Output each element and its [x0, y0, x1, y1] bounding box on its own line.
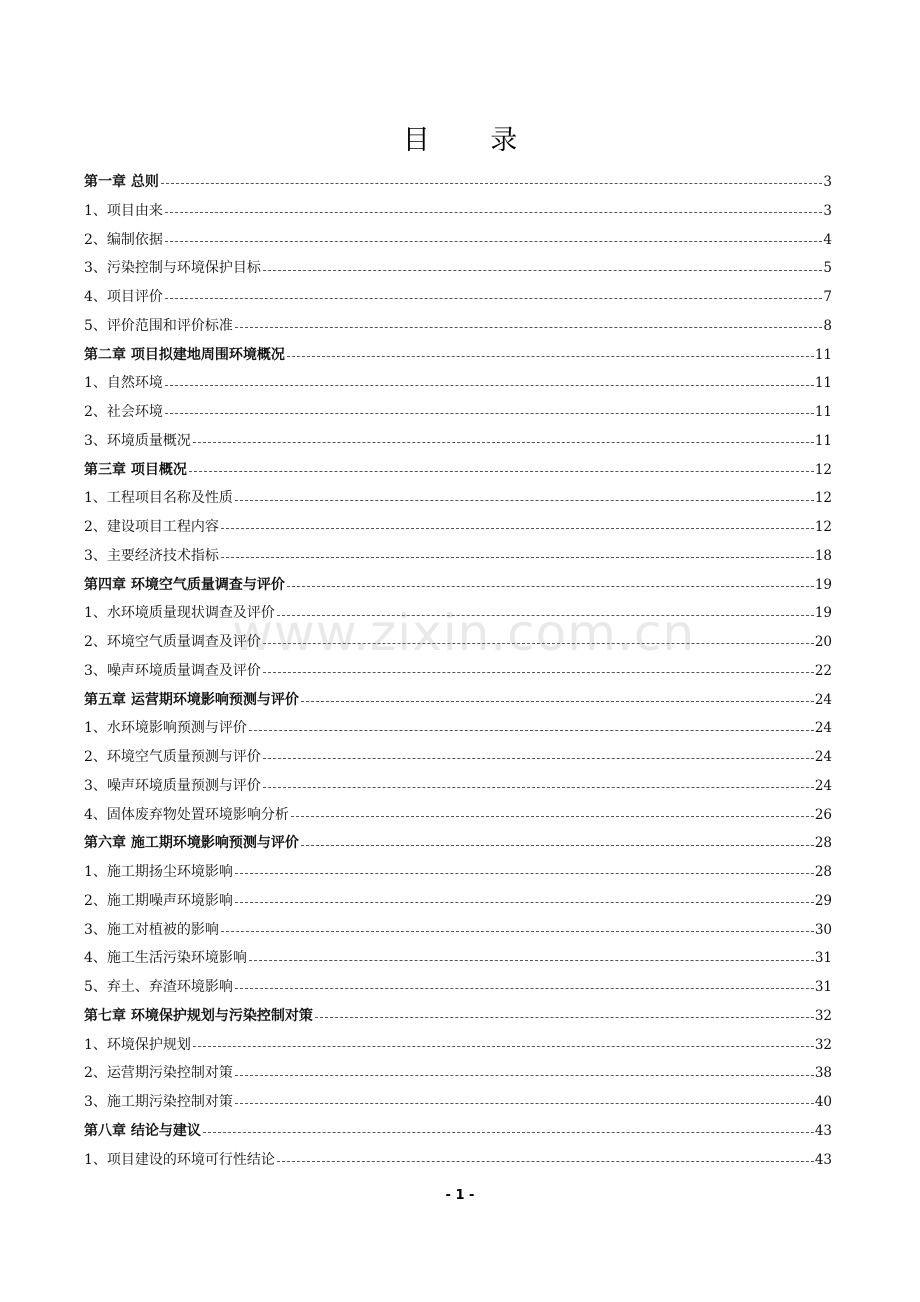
toc-leader-line: [235, 1074, 814, 1076]
toc-page-number: 28: [814, 835, 832, 852]
toc-entry-text: 第六章 施工期环境影响预测与评价: [84, 835, 299, 852]
toc-entry-text: 2、建设项目工程内容: [84, 519, 219, 535]
toc-entry-text: 1、水环境质量现状调查及评价: [84, 605, 275, 622]
toc-chapter-entry[interactable]: [84, 686, 832, 715]
toc-section-entry[interactable]: [84, 1059, 832, 1088]
toc-page-number: 20: [814, 634, 832, 650]
toc-page-number: 32: [814, 1036, 832, 1053]
toc-section-entry[interactable]: [84, 944, 832, 973]
toc-chapter-entry[interactable]: [84, 1002, 832, 1031]
toc-leader-line: [235, 1102, 814, 1104]
toc-page-number: 3: [823, 174, 832, 190]
toc-page-number: 24: [814, 691, 832, 708]
toc-page-number: 40: [814, 1094, 832, 1110]
toc-entry-text: 1、施工期扬尘环境影响: [84, 864, 233, 880]
toc-entry-text: 2、环境空气质量预测与评价: [84, 749, 261, 765]
toc-section-entry[interactable]: [84, 1146, 832, 1175]
toc-entry-text: 第一章 总则: [84, 174, 159, 190]
toc-section-entry[interactable]: [84, 858, 832, 887]
toc-entry-text: 2、施工期噪声环境影响: [84, 892, 233, 909]
toc-leader-line: [301, 700, 814, 702]
toc-leader-line: [315, 1016, 814, 1018]
toc-leader-line: [287, 585, 814, 587]
toc-leader-line: [277, 1160, 814, 1162]
toc-entry-text: 1、项目由来: [84, 202, 163, 219]
toc-leader-line: [165, 384, 814, 386]
toc-entry-text: 3、主要经济技术指标: [84, 547, 219, 564]
toc-entry-text: 1、自然环境: [84, 375, 163, 392]
toc-chapter-entry[interactable]: [84, 341, 832, 370]
toc-page-number: 24: [814, 749, 832, 765]
toc-leader-line: [235, 326, 822, 328]
toc-entry-text: 4、项目评价: [84, 289, 163, 305]
toc-page-number: 43: [814, 1122, 832, 1139]
toc-page-number: 18: [814, 547, 832, 564]
toc-page-number: 31: [814, 979, 832, 995]
toc-leader-line: [165, 297, 822, 299]
toc-entry-text: 4、固体废弃物处置环境影响分析: [84, 806, 289, 823]
toc-section-entry[interactable]: [84, 312, 832, 341]
toc-section-entry[interactable]: [84, 973, 832, 1002]
toc-page-number: 12: [814, 490, 832, 507]
toc-chapter-entry[interactable]: [84, 571, 832, 600]
toc-entry-text: 1、工程项目名称及性质: [84, 490, 233, 507]
watermark: www.zixin.com.cn: [232, 604, 696, 662]
toc-leader-line: [165, 211, 822, 213]
toc-page-number: 19: [814, 605, 832, 622]
toc-page-number: 31: [814, 950, 832, 967]
toc-entry-text: 第七章 环境保护规划与污染控制对策: [84, 1007, 313, 1024]
toc-section-entry[interactable]: [84, 1031, 832, 1060]
table-of-contents: [84, 168, 832, 1174]
toc-leader-line: [221, 527, 814, 529]
toc-section-entry[interactable]: [84, 254, 832, 283]
toc-leader-line: [193, 1045, 814, 1047]
toc-page-number: 4: [823, 231, 832, 248]
toc-section-entry[interactable]: [84, 226, 832, 255]
toc-entry-text: 第四章 环境空气质量调查与评价: [84, 576, 285, 593]
toc-entry-text: 3、污染控制与环境保护目标: [84, 260, 261, 277]
toc-entry-text: 3、环境质量概况: [84, 432, 191, 449]
toc-leader-line: [249, 959, 814, 961]
toc-page-number: 3: [823, 202, 832, 219]
page-number: - 1 -: [445, 1188, 475, 1203]
toc-chapter-entry[interactable]: [84, 1117, 832, 1146]
toc-page-number: 30: [814, 921, 832, 938]
toc-entry-text: 第五章 运营期环境影响预测与评价: [84, 691, 299, 708]
toc-page-number: 19: [814, 576, 832, 593]
toc-page-number: 11: [814, 346, 832, 363]
toc-entry-text: 2、编制依据: [84, 231, 163, 248]
toc-leader-line: [161, 182, 823, 184]
toc-section-entry[interactable]: [84, 887, 832, 916]
toc-page-number: 12: [814, 519, 832, 535]
toc-section-entry[interactable]: [84, 772, 832, 801]
toc-title: 目 录: [402, 125, 544, 156]
toc-page-number: 7: [823, 289, 832, 305]
toc-leader-line: [249, 729, 814, 731]
toc-page-number: 11: [814, 375, 832, 392]
toc-leader-line: [263, 642, 814, 644]
toc-page-number: 32: [814, 1007, 832, 1024]
toc-leader-line: [189, 470, 814, 472]
toc-entry-text: 5、弃土、弃渣环境影响: [84, 979, 233, 995]
toc-page-number: 38: [814, 1065, 832, 1082]
toc-entry-text: 2、社会环境: [84, 404, 163, 420]
toc-chapter-entry[interactable]: [84, 829, 832, 858]
toc-leader-line: [277, 614, 814, 616]
toc-entry-text: 1、项目建设的环境可行性结论: [84, 1151, 275, 1168]
toc-leader-line: [263, 757, 814, 759]
toc-leader-line: [291, 815, 814, 817]
toc-page-number: 22: [814, 662, 832, 679]
toc-entry-text: 3、噪声环境质量预测与评价: [84, 777, 261, 794]
toc-entry-text: 1、水环境影响预测与评价: [84, 720, 247, 737]
toc-entry-text: 3、施工对植被的影响: [84, 921, 219, 938]
toc-leader-line: [263, 786, 814, 788]
toc-entry-text: 第二章 项目拟建地周围环境概况: [84, 346, 285, 363]
toc-section-entry[interactable]: [84, 427, 832, 456]
toc-chapter-entry[interactable]: [84, 168, 832, 197]
toc-leader-line: [263, 269, 822, 271]
toc-section-entry[interactable]: [84, 1088, 832, 1117]
toc-entry-text: 3、噪声环境质量调查及评价: [84, 662, 261, 679]
toc-entry-text: 5、评价范围和评价标准: [84, 317, 233, 334]
toc-page-number: 26: [814, 806, 832, 823]
toc-page-number: 24: [814, 720, 832, 737]
toc-page-number: 11: [814, 432, 832, 449]
toc-leader-line: [221, 556, 814, 558]
toc-section-entry[interactable]: [84, 628, 832, 657]
toc-section-entry[interactable]: [84, 398, 832, 427]
toc-leader-line: [235, 987, 814, 989]
toc-section-entry[interactable]: [84, 197, 832, 226]
toc-entry-text: 3、施工期污染控制对策: [84, 1094, 233, 1110]
toc-section-entry[interactable]: [84, 743, 832, 772]
toc-section-entry[interactable]: [84, 542, 832, 571]
toc-entry-text: 4、施工生活污染环境影响: [84, 950, 247, 967]
toc-page-number: 12: [814, 461, 832, 478]
toc-section-entry[interactable]: [84, 916, 832, 945]
toc-leader-line: [287, 355, 814, 357]
toc-chapter-entry[interactable]: [84, 456, 832, 485]
toc-section-entry[interactable]: [84, 513, 832, 542]
toc-leader-line: [193, 441, 814, 443]
toc-leader-line: [263, 671, 814, 673]
toc-entry-text: 1、环境保护规划: [84, 1036, 191, 1053]
toc-leader-line: [235, 872, 814, 874]
toc-section-entry[interactable]: [84, 369, 832, 398]
toc-entry-text: 第三章 项目概况: [84, 461, 187, 478]
toc-entry-text: 2、运营期污染控制对策: [84, 1065, 233, 1082]
toc-section-entry[interactable]: [84, 599, 832, 628]
toc-page-number: 29: [814, 892, 832, 909]
toc-leader-line: [235, 499, 814, 501]
toc-page-number: 24: [814, 777, 832, 794]
toc-entry-text: 2、环境空气质量调查及评价: [84, 634, 261, 650]
toc-page-number: 43: [814, 1151, 832, 1168]
toc-section-entry[interactable]: [84, 484, 832, 513]
toc-page-number: 28: [814, 864, 832, 880]
toc-page-number: 11: [814, 404, 832, 420]
toc-page-number: 8: [823, 317, 832, 334]
toc-entry-text: 第八章 结论与建议: [84, 1122, 201, 1139]
toc-leader-line: [165, 412, 814, 414]
toc-leader-line: [221, 930, 814, 932]
toc-leader-line: [165, 240, 822, 242]
toc-page-number: 5: [823, 260, 832, 277]
toc-section-entry[interactable]: [84, 657, 832, 686]
toc-section-entry[interactable]: [84, 801, 832, 830]
toc-leader-line: [235, 901, 814, 903]
toc-leader-line: [203, 1131, 814, 1133]
toc-section-entry[interactable]: [84, 714, 832, 743]
toc-leader-line: [301, 844, 814, 846]
toc-section-entry[interactable]: [84, 283, 832, 312]
